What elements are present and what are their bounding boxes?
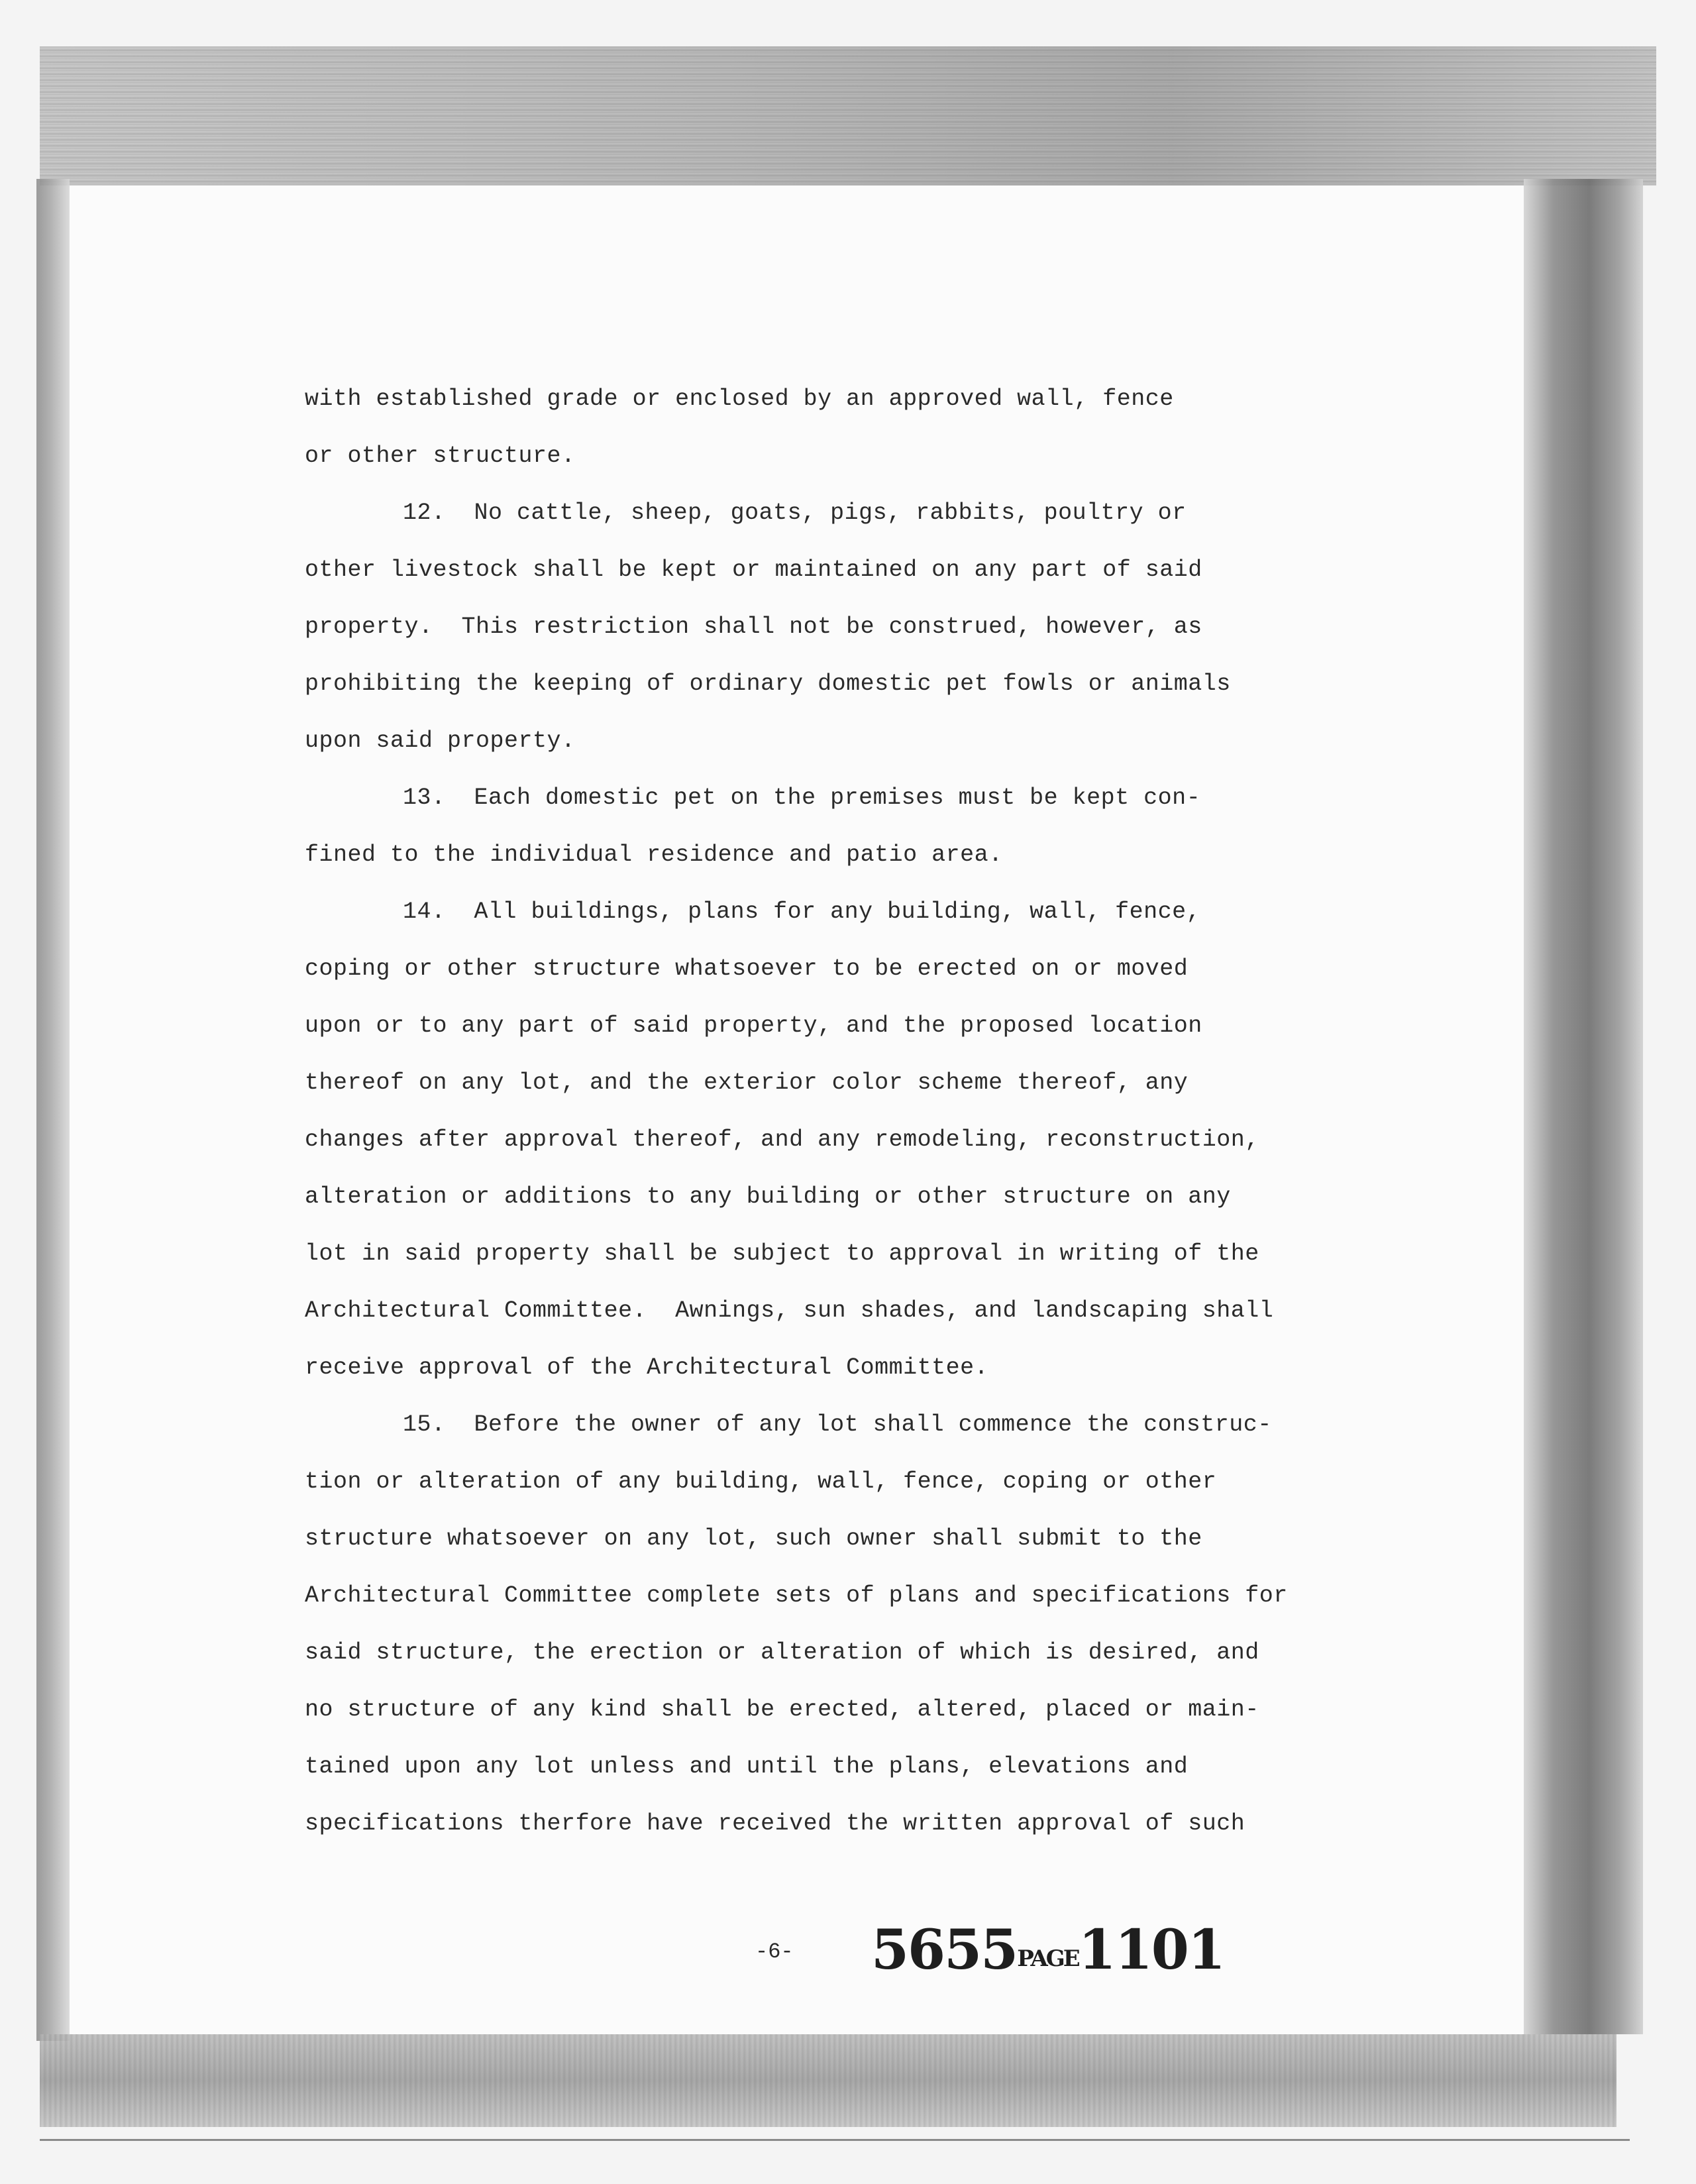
scan-shadow-right xyxy=(1524,179,1643,2034)
text-line: thereof on any lot, and the exterior color scheme thereof, any xyxy=(305,1069,1189,1096)
text-line: tained upon any lot unless and until the plans, elevations and xyxy=(305,1753,1189,1780)
text-line: receive approval of the Architectural Committee. xyxy=(305,1354,989,1381)
scan-edge-bottom xyxy=(40,2139,1630,2141)
paragraph-first-line: 15. Before the owner of any lot shall commence the construc- xyxy=(403,1411,1272,1438)
page-footer xyxy=(0,1918,1696,1991)
text-line: prohibiting the keeping of ordinary domestic pet fowls or animals xyxy=(305,671,1231,697)
document-body xyxy=(305,379,1338,1861)
paragraph-first-line: 14. All buildings, plans for any building, wall, fence, xyxy=(403,899,1201,925)
text-line: other livestock shall be kept or maintained on any part of said xyxy=(305,557,1202,583)
text-line: fined to the individual residence and patio area. xyxy=(305,842,1003,868)
text-line: no structure of any kind shall be erected, altered, placed or main- xyxy=(305,1696,1259,1723)
text-line: lot in said property shall be subject to approval in writing of the xyxy=(305,1240,1259,1267)
text-line: with established grade or enclosed by an approved wall, fence xyxy=(305,386,1174,412)
stamp-book-number: 5655 xyxy=(871,1918,1018,1982)
stamp-page-number: 1101 xyxy=(1078,1918,1224,1982)
text-line: upon said property. xyxy=(305,728,576,754)
text-line: upon or to any part of said property, and the proposed location xyxy=(305,1012,1202,1039)
text-line: or other structure. xyxy=(305,443,576,469)
text-line: Architectural Committee complete sets of plans and specifications for xyxy=(305,1582,1288,1609)
text-line: property. This restriction shall not be construed, however, as xyxy=(305,614,1202,640)
text-line: changes after approval thereof, and any remodeling, reconstruction, xyxy=(305,1126,1259,1153)
text-line: coping or other structure whatsoever to be erected on or moved xyxy=(305,956,1189,982)
scan-noise-top xyxy=(40,46,1656,186)
paragraph-first-line: 13. Each domestic pet on the premises must be kept con- xyxy=(403,785,1201,811)
stamp-page-label: PAGE xyxy=(1017,1945,1079,1972)
text-line: alteration or additions to any building or other structure on any xyxy=(305,1183,1231,1210)
paragraph-first-line: 12. No cattle, sheep, goats, pigs, rabbits, poultry or xyxy=(403,500,1187,526)
page-number: -6- xyxy=(755,1939,794,1964)
text-line: said structure, the erection or alteration of which is desired, and xyxy=(305,1639,1259,1666)
text-line: structure whatsoever on any lot, such owner shall submit to the xyxy=(305,1525,1202,1552)
text-line: tion or alteration of any building, wall, fence, coping or other xyxy=(305,1468,1217,1495)
recording-stamp xyxy=(871,1918,1224,1982)
scan-noise-bottom xyxy=(40,2034,1616,2127)
text-line: specifications therfore have received the written approval of such xyxy=(305,1810,1246,1837)
scan-edge-left xyxy=(36,179,70,2041)
text-line: Architectural Committee. Awnings, sun shades, and landscaping shall xyxy=(305,1297,1274,1324)
